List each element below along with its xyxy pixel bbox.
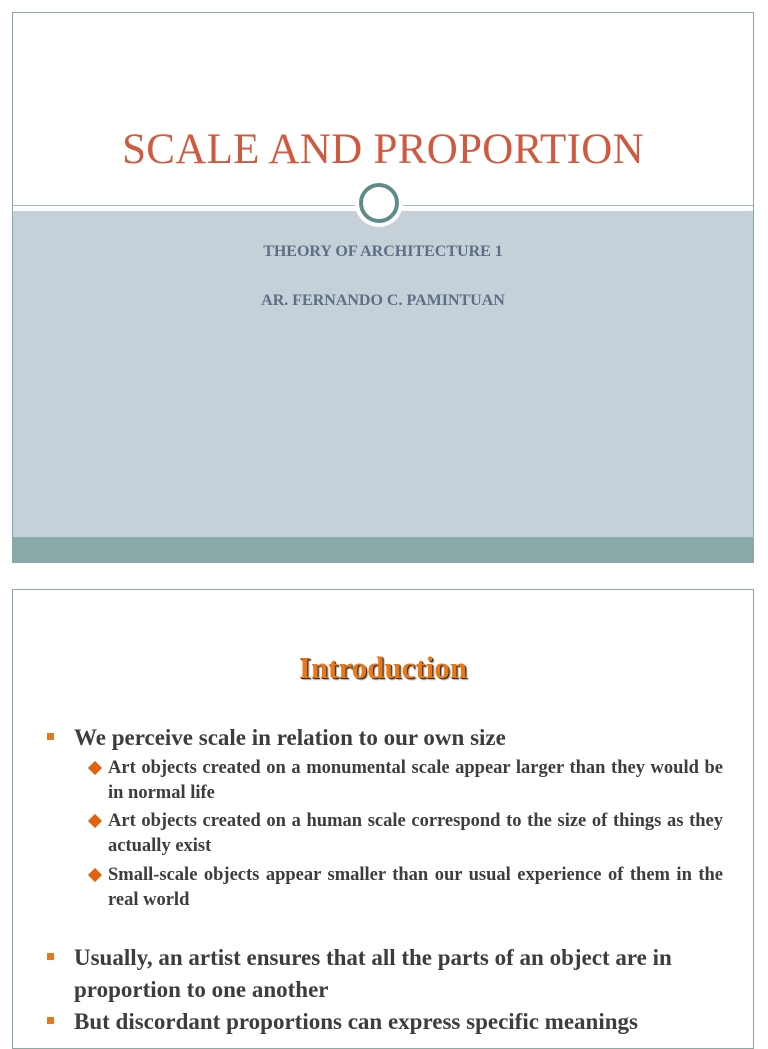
square-bullet-icon: [47, 1017, 54, 1024]
bullet-item: [48, 942, 728, 1006]
bullet-item: [48, 1006, 728, 1038]
slide-title: SCALE AND PROPORTION: [122, 126, 644, 173]
bullet-item: [48, 722, 728, 754]
bullet-text: Usually, an artist ensures that all the parts of an object are in proportion to one another: [74, 945, 672, 1002]
introduction-slide: [12, 589, 754, 1049]
circle-ornament-icon: [359, 183, 399, 223]
footer-bar: [13, 537, 753, 563]
bullet-text: But discordant proportions can express specific meanings: [74, 1009, 638, 1034]
sub-bullet-text: Art objects created on a human scale correspond to the size of things as they actually exist: [108, 811, 723, 856]
author-subtitle: AR. FERNANDO C. PAMINTUAN: [261, 292, 505, 309]
sub-bullet-item: [88, 809, 723, 859]
square-bullet-icon: [47, 953, 54, 960]
square-bullet-icon: [47, 733, 54, 740]
sub-bullet-item: [88, 863, 723, 913]
sub-bullet-item: [88, 756, 723, 806]
title-slide: [12, 12, 754, 563]
course-subtitle: THEORY OF ARCHITECTURE 1: [263, 243, 503, 260]
bullet-text: We perceive scale in relation to our own size: [74, 725, 506, 750]
sub-bullet-text: Small-scale objects appear smaller than our usual experience of them in the real world: [108, 865, 723, 910]
slide-title: Introduction: [298, 650, 468, 685]
sub-bullet-text: Art objects created on a monumental scale appear larger than they would be in normal life: [108, 758, 723, 803]
